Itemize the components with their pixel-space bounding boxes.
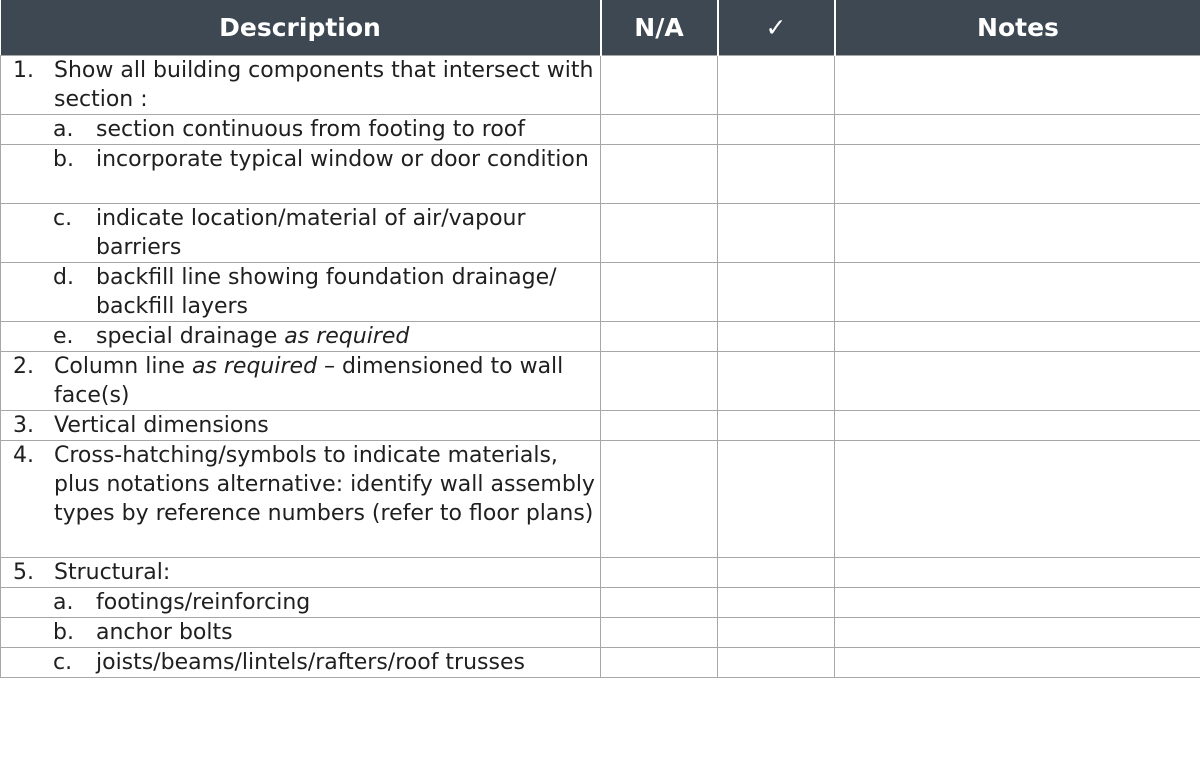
item-text: Show all building components that intersect with section :: [54, 58, 594, 112]
description-cell: [1, 56, 601, 115]
notes-cell[interactable]: [835, 263, 1200, 322]
na-cell[interactable]: [601, 56, 718, 115]
notes-cell[interactable]: [835, 618, 1200, 648]
check-cell[interactable]: [718, 322, 835, 352]
check-cell[interactable]: [718, 411, 835, 441]
item-marker: 2.: [13, 354, 34, 379]
na-cell[interactable]: [601, 441, 718, 558]
item-marker: a.: [53, 117, 74, 142]
item-text: backfill line showing foundation drainage/ backfill layers: [96, 265, 557, 319]
description-cell: [1, 263, 601, 322]
item-marker: d.: [53, 265, 74, 290]
na-cell[interactable]: [601, 352, 718, 411]
table-row: [1, 115, 1200, 145]
item-text: Column line as required – dimensioned to wall face(s): [54, 354, 564, 408]
table-row: [1, 204, 1200, 263]
item-text: joists/beams/lintels/rafters/roof trusses: [96, 650, 525, 675]
item-marker: 3.: [13, 413, 34, 438]
item-text-italic: as required: [191, 354, 318, 379]
description-cell: [1, 648, 601, 678]
check-cell[interactable]: [718, 588, 835, 618]
table-row: [1, 411, 1200, 441]
description-cell: [1, 352, 601, 411]
na-cell[interactable]: [601, 411, 718, 441]
description-cell: [1, 441, 601, 558]
check-cell[interactable]: [718, 648, 835, 678]
table-row: [1, 56, 1200, 115]
na-cell[interactable]: [601, 588, 718, 618]
item-text-italic: as required: [284, 324, 410, 349]
item-marker: b.: [53, 620, 74, 645]
notes-cell[interactable]: [835, 588, 1200, 618]
item-text: footings/reinforcing: [96, 590, 311, 615]
notes-cell[interactable]: [835, 558, 1200, 588]
item-marker: a.: [53, 590, 74, 615]
item-marker: e.: [53, 324, 74, 349]
item-text: Structural:: [54, 560, 171, 585]
check-cell[interactable]: [718, 115, 835, 145]
header-row: [1, 0, 1200, 56]
header-na: N/A: [601, 0, 718, 56]
notes-cell[interactable]: [835, 441, 1200, 558]
na-cell[interactable]: [601, 648, 718, 678]
na-cell[interactable]: [601, 115, 718, 145]
check-cell[interactable]: [718, 441, 835, 558]
notes-cell[interactable]: [835, 204, 1200, 263]
check-cell[interactable]: [718, 352, 835, 411]
table-row: [1, 263, 1200, 322]
check-cell[interactable]: [718, 558, 835, 588]
na-cell[interactable]: [601, 145, 718, 204]
notes-cell[interactable]: [835, 411, 1200, 441]
check-cell[interactable]: [718, 145, 835, 204]
item-text: section continuous from footing to roof: [96, 117, 526, 142]
item-marker: b.: [53, 147, 74, 172]
na-cell[interactable]: [601, 558, 718, 588]
item-text: Vertical dimensions: [54, 413, 269, 438]
description-cell: [1, 618, 601, 648]
notes-cell[interactable]: [835, 648, 1200, 678]
item-marker: c.: [53, 650, 73, 675]
description-cell: [1, 322, 601, 352]
description-cell: [1, 558, 601, 588]
notes-cell[interactable]: [835, 115, 1200, 145]
description-cell: [1, 204, 601, 263]
item-marker: c.: [53, 206, 73, 231]
check-cell[interactable]: [718, 618, 835, 648]
table-row: [1, 322, 1200, 352]
na-cell[interactable]: [601, 618, 718, 648]
description-cell: [1, 115, 601, 145]
notes-cell[interactable]: [835, 56, 1200, 115]
item-marker: 1.: [13, 58, 34, 83]
item-text: special drainage as required: [96, 324, 410, 349]
checkmark-icon: ✓: [718, 0, 835, 56]
table-row: [1, 352, 1200, 411]
item-text: Cross-hatching/symbols to indicate materials, plus notations alternative: identify wall assembly types by reference numbers (refer to floor plans): [54, 443, 595, 526]
na-cell[interactable]: [601, 322, 718, 352]
table-row: [1, 588, 1200, 618]
table-row: [1, 145, 1200, 204]
check-cell[interactable]: [718, 263, 835, 322]
item-marker: 5.: [13, 560, 34, 585]
na-cell[interactable]: [601, 263, 718, 322]
notes-cell[interactable]: [835, 145, 1200, 204]
header-description: Description: [1, 0, 601, 56]
notes-cell[interactable]: [835, 352, 1200, 411]
description-cell: [1, 588, 601, 618]
description-cell: [1, 145, 601, 204]
item-text: incorporate typical window or door condition: [96, 147, 589, 172]
notes-cell[interactable]: [835, 322, 1200, 352]
item-text: indicate location/material of air/vapour barriers: [96, 206, 526, 260]
table-row: [1, 648, 1200, 678]
table-row: [1, 558, 1200, 588]
header-notes: Notes: [835, 0, 1200, 56]
item-marker: 4.: [13, 443, 34, 468]
description-cell: [1, 411, 601, 441]
check-cell[interactable]: [718, 56, 835, 115]
item-text: anchor bolts: [96, 620, 233, 645]
na-cell[interactable]: [601, 204, 718, 263]
table-row: [1, 441, 1200, 558]
check-cell[interactable]: [718, 204, 835, 263]
table-row: [1, 618, 1200, 648]
